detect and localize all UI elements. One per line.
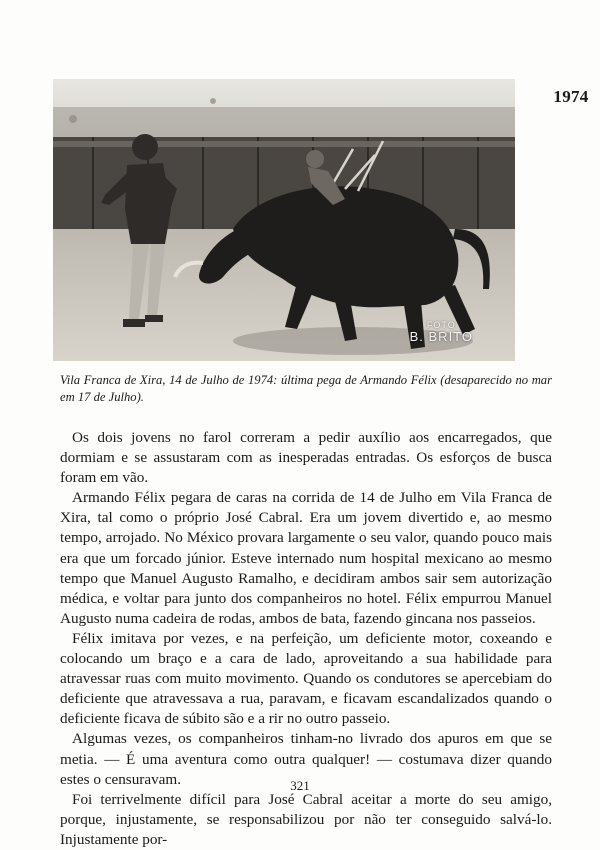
photo-credit bbox=[410, 319, 473, 343]
paragraph: Os dois jovens no farol correram a pedir auxílio aos encarregados, que dormiam e se assustaram com as inesperadas entradas. Os esforços de busca foram em vão. bbox=[60, 429, 552, 487]
paragraph: Foi terrivelmente difícil para José Cabral aceitar a morte do seu amigo, porque, injustamente, se responsabilizou por não ter conseguido salvá-lo. Injustamente por- bbox=[60, 790, 552, 848]
photo-credit-name: B. BRITO bbox=[409, 329, 473, 344]
photo-caption: Vila Franca de Xira, 14 de Julho de 1974: última pega de Armando Félix (desaparecido no mar em 17 de Julho). bbox=[60, 373, 552, 404]
paragraph: Armando Félix pegara de caras na corrida de 14 de Julho em Vila Franca de Xira, tal como o próprio José Cabral. Era um jovem divertido e, ao mesmo tempo, arrojado. No México provara largamente o seu valor, quando pouco mais era que um forcado júnior. Esteve internado num hospital mexicano ao mesmo tempo que Manuel Augusto Ramalho, e decidiram ambos sair sem autorização médica, e voltar para junto dos companheiros no hotel. Félix empurrou Manuel Augusto numa cadeira de rodas, ambos de bata, fazendo gincana nos passeios. bbox=[60, 489, 552, 627]
chapter-year: 1974 bbox=[553, 87, 589, 106]
page-number: 321 bbox=[290, 778, 310, 793]
paragraph: Algumas vezes, os companheiros tinham-no livrado dos apuros em que se metia. — É uma aventura como outra qualquer! — costumava dizer quando estes o censuravam. bbox=[60, 730, 552, 788]
photo-credit-label: FOTO bbox=[426, 320, 456, 330]
paragraph: Félix imitava por vezes, e na perfeição, um deficiente motor, coxeando e colocando um braço e a cara de lado, aproveitando a sua habilidade para atravessar ruas com muito movimento. Quando os condutores se apercebiam do deficiente que atravessava a rua, paravam, e ficavam escandalizados quando o deficiente ficava de súbito são e a rir no outro passeio. bbox=[60, 629, 552, 728]
bullfight-photo bbox=[53, 79, 515, 361]
